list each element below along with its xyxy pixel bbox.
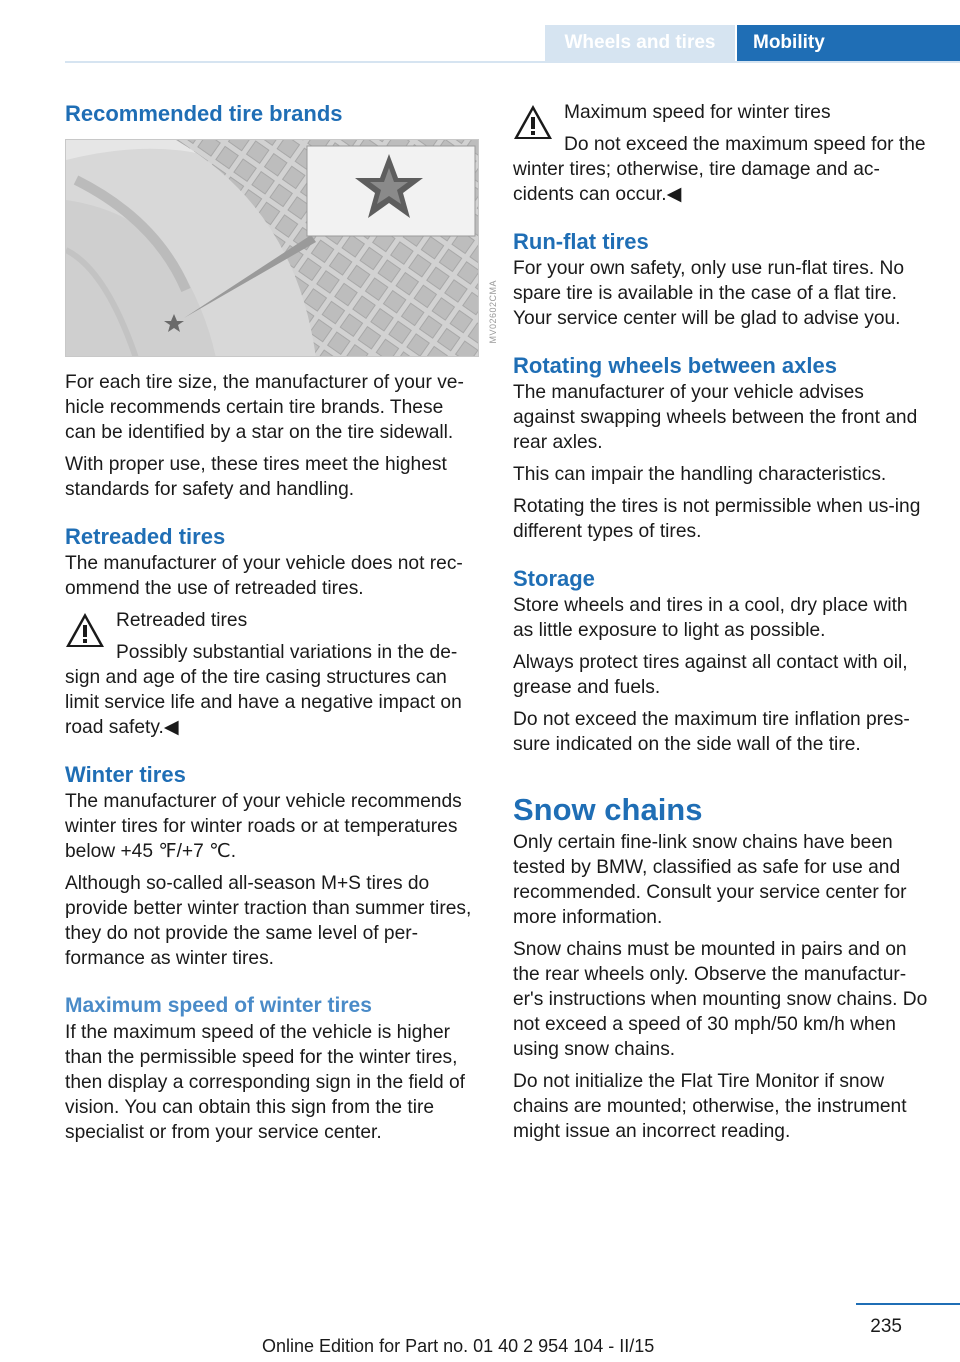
- snow-chains-heading: Snow chains: [513, 792, 703, 827]
- retreaded-warning: [65, 608, 479, 740]
- warning-triangle-icon: [65, 612, 105, 648]
- snow-chains-paragraph-3: Do not initialize the Flat Tire Monitor if snow chains are mounted; otherwise, the instrument might issue an incorrect reading.: [513, 1071, 907, 1142]
- edition-note: Online Edition for Part no. 01 40 2 954 104 - II/15: [262, 1336, 655, 1356]
- recommended-paragraph-2: With proper use, these tires meet the highest standards for safety and handling.: [65, 454, 447, 500]
- winter-tires-heading: Winter tires: [65, 762, 186, 787]
- retreaded-paragraph-1: The manufacturer of your vehicle does not rec‐ommend the use of retreaded tires.: [65, 553, 463, 599]
- recommended-paragraph-1: For each tire size, the manufacturer of your ve‐hicle recommends certain tire brands. These can be identified by a star on the tire sidewall.: [65, 372, 464, 443]
- winter-paragraph-1: The manufacturer of your vehicle recommends winter tires for winter roads or at temperatures below +45 ℉/+7 ℃.: [65, 791, 462, 862]
- storage-paragraph-2: Always protect tires against all contact with oil, grease and fuels.: [513, 652, 908, 698]
- retreaded-warning-body: Possibly substantial variations in the de‐sign and age of the tire casing structures can limit service life and have a negative impact on road safety.◀: [65, 642, 462, 738]
- max-speed-winter-heading: Maximum speed of winter tires: [65, 994, 372, 1017]
- left-column: [65, 100, 498, 1152]
- header-section-label: Wheels and tires: [564, 32, 716, 53]
- rotating-wheels-heading: Rotating wheels between axles: [513, 353, 837, 378]
- storage-heading: Storage: [513, 566, 595, 591]
- figure-code: MV02602CMA: [488, 280, 498, 344]
- right-column: [513, 100, 928, 1151]
- rotating-paragraph-2: This can impair the handling characteristics.: [513, 464, 887, 485]
- winter-speed-warning-body: Do not exceed the maximum speed for the winter tires; otherwise, tire damage and ac‐cidents can occur.◀: [513, 134, 926, 205]
- snow-chains-paragraph-1: Only certain fine-link snow chains have been tested by BMW, classified as safe for use and recommended. Consult your service center for more information.: [513, 832, 907, 928]
- recommended-brands-heading: Recommended tire brands: [65, 101, 343, 126]
- max-speed-paragraph-1: If the maximum speed of the vehicle is higher than the permissible speed for the winter tires, then display a corresponding sign in the field of vision. You can obtain this sign from the tire specialist or from your service center.: [65, 1022, 465, 1143]
- rotating-paragraph-1: The manufacturer of your vehicle advises against swapping wheels between the front and rear axles.: [513, 382, 918, 453]
- winter-paragraph-2: Although so-called all-season M+S tires do provide better winter traction than summer tires, they do not provide the same level of per‐formance as winter tires.: [65, 873, 472, 969]
- header-chapter-label: Mobility: [753, 32, 825, 53]
- snow-chains-paragraph-2: Snow chains must be mounted in pairs and on the rear wheels only. Observe the manufactur‐er's instructions when mounting snow chains. Do not exceed a speed of 30 mph/50 km/h when using snow chains.: [513, 939, 928, 1060]
- header-section-tab: [545, 25, 735, 61]
- run-flat-paragraph-1: For your own safety, only use run-flat tires. No spare tire is available in the case of a flat tire. Your service center will be glad to advise you.: [513, 258, 905, 329]
- rotating-paragraph-3: Rotating the tires is not permissible when us‐ing different types of tires.: [513, 496, 921, 542]
- warning-triangle-icon: [513, 104, 553, 140]
- tire-image: [66, 140, 479, 357]
- page-number: 235: [870, 1316, 902, 1337]
- retreaded-heading: Retreaded tires: [65, 524, 226, 549]
- footer-divider: [856, 1303, 960, 1305]
- winter-speed-warning: [513, 100, 928, 207]
- header-divider: [65, 61, 960, 63]
- header-chapter-tab: [737, 25, 960, 61]
- winter-speed-warning-title: Maximum speed for winter tires: [564, 102, 831, 123]
- tire-star-illustration: [65, 139, 479, 357]
- run-flat-heading: Run-flat tires: [513, 229, 649, 254]
- retreaded-warning-title: Retreaded tires: [116, 610, 248, 631]
- storage-paragraph-3: Do not exceed the maximum tire inflation pres‐sure indicated on the side wall of the tire.: [513, 709, 910, 755]
- storage-paragraph-1: Store wheels and tires in a cool, dry place with as little exposure to light as possible.: [513, 595, 908, 641]
